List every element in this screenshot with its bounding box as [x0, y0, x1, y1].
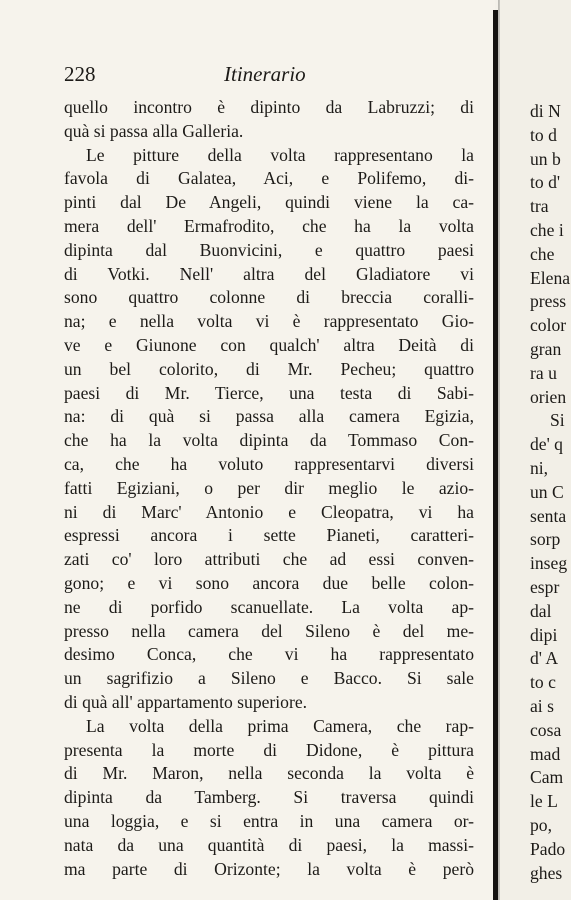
- text-line: un b: [530, 148, 561, 169]
- text-line: Le pitture della volta rappresentano la: [86, 144, 474, 165]
- text-line: che: [530, 243, 555, 264]
- text-line: le L: [530, 791, 558, 812]
- text-line: ra u: [530, 362, 557, 383]
- text-line: gono; e vi sono ancora due belle colon-: [64, 572, 474, 593]
- text-line: nata da una quantità di paesi, la massi-: [64, 834, 474, 855]
- text-line: paesi di Mr. Tierce, una testa di Sabi-: [64, 382, 474, 403]
- text-line: press: [530, 291, 567, 312]
- text-line: mad: [530, 743, 561, 764]
- running-title: Itinerario: [224, 62, 306, 86]
- text-line: ni di Marc' Antonio e Cleopatra, vi ha: [64, 501, 474, 522]
- text-line: zati co' loro attributi che ad essi conven-: [64, 549, 474, 570]
- text-line: una loggia, e si entra in una camera or-: [64, 810, 474, 831]
- text-line: presso nella camera del Sileno è del me-: [64, 620, 474, 641]
- right-page-text: [530, 100, 571, 885]
- text-line: ghes: [530, 862, 563, 883]
- text-line: orien: [530, 386, 567, 407]
- text-line: di Votki. Nell' altra del Gladiatore vi: [64, 263, 474, 284]
- text-line: Si: [550, 410, 565, 431]
- text-line: ve e Giunone con qualch' altra Deità di: [64, 334, 474, 355]
- text-line: na: di quà si passa alla camera Egizia,: [64, 406, 474, 427]
- text-line: ma parte di Orizonte; la volta è però: [64, 858, 474, 879]
- text-line: un C: [530, 481, 564, 502]
- text-line: dipinta dal Buonvicini, e quattro paesi: [64, 239, 474, 260]
- text-line: Pado: [530, 838, 566, 859]
- text-line: La volta della prima Camera, che rap-: [86, 715, 474, 736]
- text-line: dipinta da Tamberg. Si traversa quindi: [64, 787, 474, 808]
- text-line: dal: [530, 600, 552, 621]
- text-line: dipi: [530, 624, 558, 645]
- text-line: che ha la volta dipinta da Tommaso Con-: [64, 430, 474, 451]
- text-line: to d: [530, 124, 557, 145]
- text-line: ai s: [530, 695, 554, 716]
- text-line: senta: [530, 505, 567, 526]
- left-page-text: [64, 96, 474, 881]
- text-line: ne di porfido scanuellate. La volta ap-: [64, 596, 474, 617]
- text-line: na; e nella volta vi è rappresentato Gio-: [64, 311, 474, 332]
- text-line: inseg: [530, 553, 568, 574]
- text-line: to d': [530, 172, 561, 193]
- text-line: de' q: [530, 434, 563, 455]
- text-line: desimo Conca, che vi ha rappresentato: [64, 644, 474, 665]
- text-line: cosa: [530, 719, 562, 740]
- text-line: espr: [530, 576, 560, 597]
- text-line: che i: [530, 219, 564, 240]
- text-line: presenta la morte di Didone, è pittura: [64, 739, 474, 760]
- text-line: to c: [530, 672, 556, 693]
- text-line: po,: [530, 814, 552, 835]
- text-line: un bel colorito, di Mr. Pecheu; quattro: [64, 358, 474, 379]
- text-line: favola di Galatea, Aci, e Polifemo, di-: [64, 168, 474, 189]
- text-line: sono quattro colonne di breccia coralli-: [64, 287, 474, 308]
- text-line: quello incontro è dipinto da Labruzzi; di: [64, 97, 474, 117]
- text-line: ni,: [530, 457, 549, 478]
- text-line: un sagrifizio a Sileno e Bacco. Si sale: [64, 668, 474, 689]
- text-line: quà si passa alla Galleria.: [64, 120, 244, 141]
- text-line: mera dell' Ermafrodito, che ha la volta: [64, 215, 474, 236]
- text-line: Cam: [530, 767, 564, 788]
- text-line: Elena: [530, 267, 571, 288]
- page-number: 228: [64, 62, 96, 86]
- text-line: d' A: [530, 648, 559, 669]
- text-line: gran: [530, 338, 562, 359]
- text-line: di quà all' appartamento superiore.: [64, 691, 308, 712]
- text-line: di N: [530, 101, 561, 121]
- running-head: [64, 56, 474, 86]
- text-line: sorp: [530, 529, 561, 550]
- text-line: ca, che ha voluto rappresentarvi diversi: [64, 453, 474, 474]
- text-line: espressi ancora i sette Pianeti, caratteri-: [64, 525, 474, 546]
- text-line: pinti dal De Angeli, quindi viene la ca-: [64, 192, 474, 213]
- text-line: di Mr. Maron, nella seconda la volta è: [64, 763, 474, 784]
- text-line: fatti Egiziani, o per dir meglio le azio-: [64, 477, 474, 498]
- text-line: color: [530, 315, 567, 336]
- text-line: tra: [530, 196, 549, 217]
